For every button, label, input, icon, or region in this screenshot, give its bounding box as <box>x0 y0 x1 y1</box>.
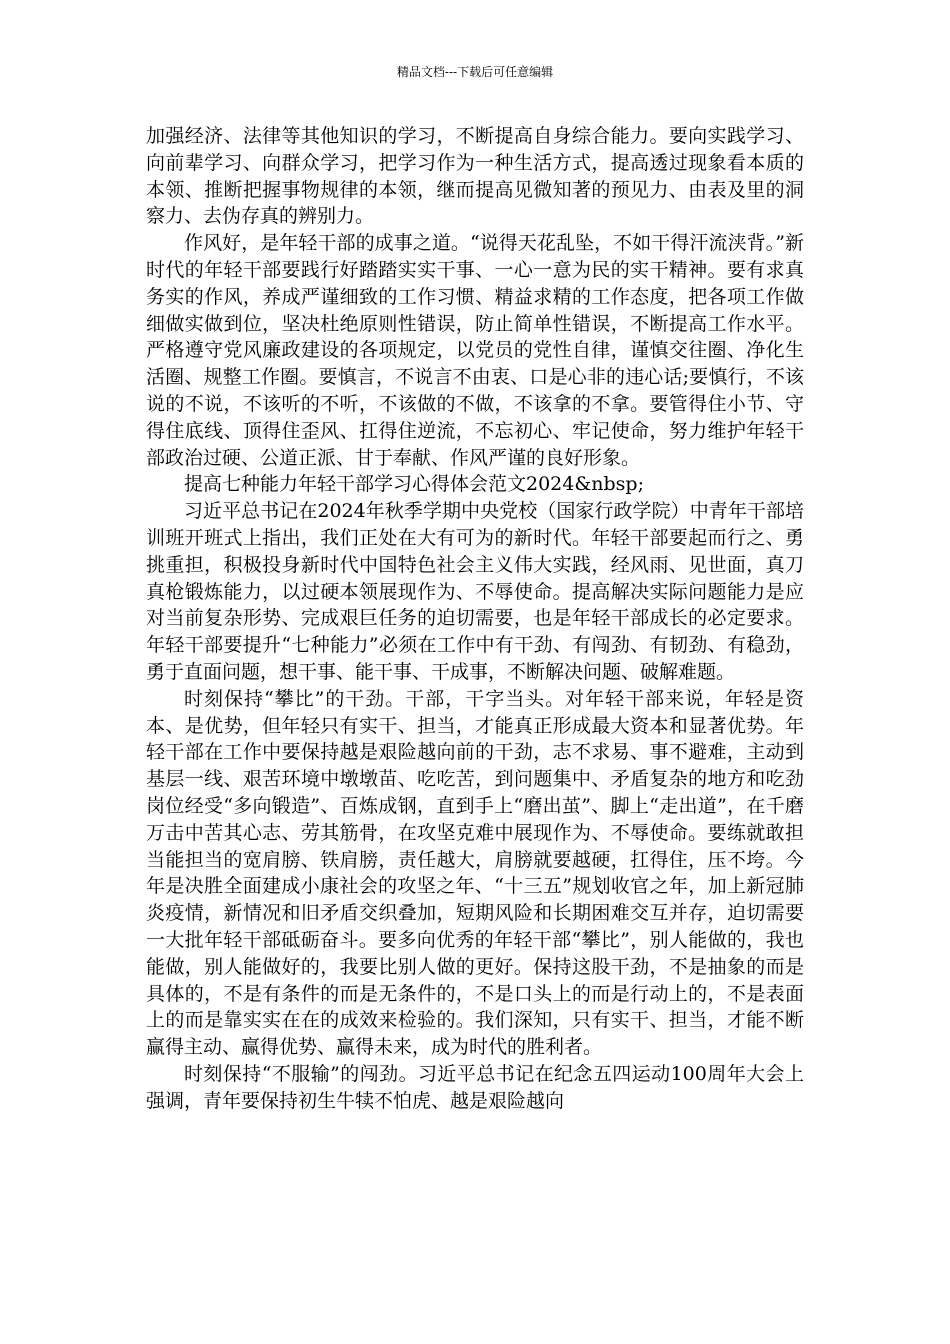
paragraph: 时刻保持“不服输”的闯劲。习近平总书记在纪念五四运动100周年大会上强调，青年要保持初生牛犊不怕虎、越是艰险越向 <box>146 1062 804 1112</box>
document-body <box>146 123 804 1114</box>
page-header: 精品文档---下载后可任意编辑 <box>396 65 554 79</box>
paragraph: 加强经济、法律等其他知识的学习，不断提高自身综合能力。要向实践学习、向前辈学习、向群众学习，把学习作为一种生活方式，提高透过现象看本质的本领、推断把握事物规律的本领，继而提高见微知著的预见力、由表及里的洞察力、去伪存真的辨别力。 <box>146 125 804 228</box>
paragraph: 习近平总书记在2024年秋季学期中央党校（国家行政学院）中青年干部培训班开班式上指出，我们正处在大有可为的新时代。年轻干部要起而行之、勇挑重担，积极投身新时代中国特色社会主义伟大实践，经风雨、见世面，真刀真枪锻炼能力，以过硬本领展现作为、不辱使命。提高解决实际问题能力是应对当前复杂形势、完成艰巨任务的迫切需要，也是年轻干部成长的必定要求。年轻干部要提升“七种能力”必须在工作中有干劲、有闯劲、有韧劲、有稳劲，勇于直面问题，想干事、能干事、干成事，不断解决问题、破解难题。 <box>146 500 804 683</box>
paragraph: 时刻保持“攀比”的干劲。干部，干字当头。对年轻干部来说，年轻是资本、是优势，但年轻只有实干、担当，才能真正形成最大资本和显著优势。年轻干部在工作中要保持越是艰险越向前的干劲，志不求易、事不避难，主动到基层一线、艰苦环境中墩墩苗、吃吃苦，到问题集中、矛盾复杂的地方和吃劲岗位经受“多向锻造”、百炼成钢，直到手上“磨出茧”、脚上“走出道”，在千磨万击中苦其心志、劳其筋骨，在攻坚克难中展现作为、不辱使命。要练就敢担当能担当的宽肩膀、铁肩膀，责任越大，肩膀就要越硬，扛得住，压不垮。今年是决胜全面建成小康社会的攻坚之年、“十三五”规划收官之年，加上新冠肺炎疫情，新情况和旧矛盾交织叠加，短期风险和长期困难交互并存，迫切需要一大批年轻干部砥砺奋斗。要多向优秀的年轻干部“攀比”，别人能做的，我也能做，别人能做好的，我要比别人做的更好。保持这股干劲，不是抽象的而是具体的，不是有条件的而是无条件的，不是口头上的而是行动上的，不是表面上的而是靠实实在在的成效来检验的。我们深知，只有实干、担当，才能不断赢得主动、赢得优势、赢得未来，成为时代的胜利者。 <box>146 687 804 1059</box>
section-title: 提高七种能力年轻干部学习心得体会范文2024&nbsp; <box>184 473 644 496</box>
paragraph: 作风好，是年轻干部的成事之道。“说得天花乱坠，不如干得汗流浃背。”新时代的年轻干部要践行好踏踏实实干事、一心一意为民的实干精神。要有求真务实的作风，养成严谨细致的工作习惯、精益求精的工作态度，把各项工作做细做实做到位，坚决杜绝原则性错误，防止简单性错误，不断提高工作水平。严格遵守党风廉政建设的各项规定，以党员的党性自律，谨慎交往圈、净化生活圈、规整工作圈。要慎言，不说言不由衷、口是心非的违心话;要慎行，不该说的不说，不该听的不听，不该做的不做，不该拿的不拿。要管得住小节、守得住底线、顶得住歪风、扛得住逆流，不忘初心、牢记使命，努力维护年轻干部政治过硬、公道正派、甘于奉献、作风严谨的良好形象。 <box>146 232 804 469</box>
